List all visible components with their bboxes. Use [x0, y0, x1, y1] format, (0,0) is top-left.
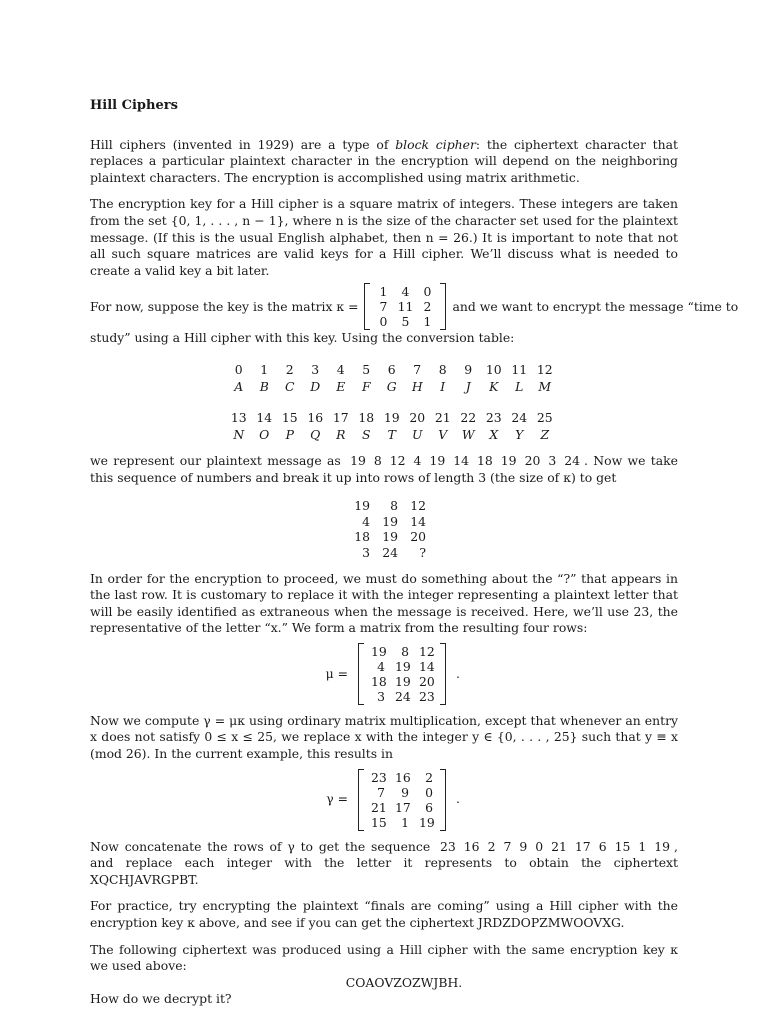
mu-matrix-cell: 12: [419, 643, 435, 659]
intro-text-cont: : the ciphertext character that replaces a particular plaintext character in the encryption will depend on the neighboring plaintext characters. The encryption is accomplished using matrix arithmetic.: [90, 136, 678, 185]
conversion-letter: Y: [515, 426, 524, 442]
sequence-number: 14: [453, 452, 469, 468]
conversion-letter: K: [489, 378, 499, 394]
key-paragraph: The encryption key for a Hill cipher is a square matrix of integers. These integers are taken from the set {0, 1, . . . , n − 1}, where n is the size of the character set used for the plaintext message. (If this is the usual English alphabet, then n = 26.) It is important to note that not all such square matrices are valid keys for a Hill cipher. We’ll discuss what is needed to create a valid key a bit later.: [90, 196, 678, 278]
gamma-matrix-cell: 19: [419, 814, 435, 830]
key-matrix-cell: 0: [379, 314, 388, 330]
sequence-number: 17: [574, 838, 591, 854]
conversion-letter: U: [412, 426, 423, 442]
conversion-number: 13: [230, 409, 247, 425]
row-block-cell: 14: [410, 513, 426, 529]
mu-matrix-cell: 19: [395, 658, 411, 674]
conversion-number: 19: [383, 409, 400, 425]
key-trail-text: and we want to encrypt the message “time to: [452, 298, 739, 314]
conversion-letter: T: [387, 426, 396, 442]
sequence-number: 2: [487, 838, 496, 854]
sequence-number: 1: [638, 838, 647, 854]
ciphertext-sequence: [436, 839, 674, 854]
key-lead-text: For now, suppose the key is the matrix κ =: [90, 298, 359, 314]
sequence-number: 6: [598, 838, 607, 854]
right-bracket: [440, 769, 446, 831]
right-bracket: [440, 283, 446, 330]
key-matrix-cell: 1: [423, 314, 432, 330]
conversion-number: 9: [464, 361, 473, 377]
gamma-matrix-cell: 15: [371, 814, 387, 830]
conversion-letter: L: [515, 378, 524, 394]
sequence-number: 18: [477, 452, 493, 468]
sequence-number: 7: [503, 838, 512, 854]
row-block-cell: 18: [354, 529, 370, 545]
conversion-letter: Q: [310, 426, 321, 442]
gamma-label: γ =: [326, 791, 348, 807]
gamma-matrix-grid: [364, 769, 440, 831]
conversion-letter: D: [310, 378, 321, 394]
plaintext-sequence-paragraph: [90, 453, 678, 486]
key-matrix: [364, 283, 446, 330]
sequence-number: 19: [654, 838, 671, 854]
conversion-letters-row-2: [226, 426, 678, 443]
intro-text: Hill ciphers (invented in 1929) are a type of: [90, 136, 396, 152]
row-block-cell: 3: [362, 544, 370, 560]
conversion-number: 10: [485, 361, 502, 377]
row-blocks: [348, 498, 678, 560]
conversion-number: 18: [358, 409, 375, 425]
decrypt-intro-paragraph: The following ciphertext was produced using a Hill cipher with the same encryption key κ we used above:: [90, 941, 678, 974]
row-block-cell: 4: [362, 513, 370, 529]
conversion-letter: A: [234, 378, 244, 394]
page-title: Hill Ciphers: [90, 98, 178, 113]
block-cipher-term: block cipher: [395, 136, 476, 152]
key-matrix-cell: 0: [423, 284, 432, 300]
concat-trail: , and replace each integer with the letter it represents to obtain the ciphertext XQCHJAVRGPBT.: [90, 838, 678, 887]
sequence-number: 19: [350, 452, 366, 468]
conversion-letter: R: [336, 426, 346, 442]
ciphertext-example: COAOVZOZWJBH.: [345, 974, 463, 990]
conversion-number: 14: [256, 409, 273, 425]
sequence-number: 20: [524, 452, 541, 468]
key-matrix-cell: 4: [401, 284, 410, 300]
padding-paragraph: In order for the encryption to proceed, we must do something about the “?” that appears in the last row. It is customary to replace it with the integer representing a plaintext letter that will be easily identified as extraneous when the message is received. Here, we’ll use 23, the representative of the letter “x.” We form a matrix from the resulting four rows:: [90, 570, 678, 636]
key-matrix-cell: 7: [379, 299, 388, 315]
conversion-letter: S: [362, 426, 371, 442]
conversion-number: 12: [536, 361, 553, 377]
gamma-matrix-cell: 17: [395, 799, 411, 815]
gamma-period: .: [456, 791, 460, 807]
conversion-number: 11: [511, 361, 528, 377]
conversion-numbers-row-2: [226, 409, 678, 426]
conversion-letters-row-1: [226, 378, 678, 395]
conversion-number: 16: [307, 409, 324, 425]
gamma-matrix-cell: 2: [425, 769, 433, 785]
row-block-cell: 19: [382, 513, 398, 529]
conversion-letter: N: [233, 426, 245, 442]
conversion-number: 25: [536, 409, 553, 425]
conversion-intro: study” using a Hill cipher with this key. Using the conversion table:: [90, 330, 515, 346]
key-matrix-cell: 2: [423, 299, 432, 315]
conversion-number: 0: [234, 361, 243, 377]
conversion-number: 20: [409, 409, 426, 425]
concat-lead: Now concatenate the rows of γ to get the sequence: [90, 838, 431, 854]
mu-matrix-cell: 8: [401, 643, 409, 659]
mu-matrix-cell: 23: [419, 688, 435, 704]
mu-matrix-cell: 20: [419, 673, 435, 689]
conversion-number: 5: [362, 361, 371, 377]
conversion-letter: O: [259, 426, 270, 442]
key-matrix-cell: 5: [401, 314, 410, 330]
conversion-number: 4: [336, 361, 345, 377]
mu-matrix-cell: 19: [395, 673, 411, 689]
right-bracket: [440, 643, 446, 705]
conversion-number: 6: [387, 361, 396, 377]
mu-matrix: [358, 643, 446, 705]
mu-matrix-cell: 19: [371, 643, 387, 659]
conversion-letter: P: [285, 426, 294, 442]
mu-matrix-cell: 18: [371, 673, 387, 689]
sequence-number: 9: [519, 838, 528, 854]
gamma-display: [90, 769, 678, 831]
mu-display: [90, 643, 678, 705]
document-page: [90, 98, 739, 1008]
mu-period: .: [456, 665, 460, 681]
gamma-matrix-cell: 7: [377, 784, 385, 800]
conversion-letter: B: [259, 378, 269, 394]
gamma-matrix-cell: 21: [371, 799, 387, 815]
conversion-number: 24: [511, 409, 528, 425]
sequence-number: 23: [440, 838, 456, 854]
conversion-number: 3: [311, 361, 320, 377]
intro-paragraph: [90, 137, 678, 187]
row-block-cell: 19: [382, 529, 398, 545]
sequence-number: 8: [373, 452, 382, 468]
sequence-number: 19: [500, 452, 517, 468]
row-block-cell: 8: [390, 498, 398, 514]
mu-matrix-cell: 24: [395, 688, 411, 704]
conversion-number: 2: [285, 361, 294, 377]
decrypt-question: How do we decrypt it?: [90, 991, 232, 1007]
gamma-matrix-cell: 6: [425, 799, 433, 815]
sequence-number: 24: [564, 452, 581, 468]
row-block-cell: 24: [382, 544, 398, 560]
conversion-letter: H: [411, 378, 423, 394]
sequence-number: 16: [463, 838, 480, 854]
row-block-cell: 19: [354, 498, 370, 514]
sequence-number: 19: [429, 452, 446, 468]
sequence-trail: . Now we take this sequence of numbers and break it up into rows of length 3 (the size of κ) to get: [90, 452, 678, 485]
row-block-cell: 20: [410, 529, 426, 545]
plaintext-sequence: [346, 453, 584, 468]
conversion-number: 1: [260, 361, 269, 377]
sequence-number: 0: [535, 838, 544, 854]
conversion-letter: M: [538, 378, 552, 394]
multiplication-paragraph: Now we compute γ = μκ using ordinary matrix multiplication, except that whenever an entry x does not satisfy 0 ≤ x ≤ 25, we replace x with the integer y ∈ {0, . . . , 25} such that y ≡ x (mod 26). In the current example, this results in: [90, 712, 678, 762]
conversion-table: [226, 361, 678, 443]
mu-matrix-cell: 4: [377, 658, 385, 674]
key-matrix-cell: 1: [379, 284, 388, 300]
key-matrix-cell: 11: [397, 299, 414, 315]
sequence-number: 12: [389, 452, 406, 468]
concatenate-paragraph: [90, 839, 678, 889]
conversion-letter: Z: [540, 426, 550, 442]
conversion-number: 23: [485, 409, 502, 425]
row-block-cell: 12: [410, 498, 426, 514]
sequence-number: 3: [548, 452, 557, 468]
key-matrix-grid: [370, 283, 440, 330]
key-matrix-line: [90, 283, 739, 330]
conversion-letter: C: [285, 378, 295, 394]
practice-paragraph: For practice, try encrypting the plaintext “finals are coming” using a Hill cipher with the encryption key κ above, and see if you can get the ciphertext JRDZDOPZMWOOVXG.: [90, 898, 678, 931]
conversion-numbers-row-1: [226, 361, 678, 378]
conversion-number: 22: [460, 409, 477, 425]
conversion-letter: I: [440, 378, 446, 394]
sequence-number: 21: [551, 838, 567, 854]
gamma-matrix-cell: 23: [371, 769, 387, 785]
conversion-number: 8: [438, 361, 447, 377]
sequence-number: 15: [614, 838, 631, 854]
conversion-number: 15: [281, 409, 298, 425]
conversion-number: 7: [413, 361, 422, 377]
conversion-letter: E: [336, 378, 346, 394]
conversion-letter: X: [489, 426, 499, 442]
gamma-matrix: [358, 769, 446, 831]
gamma-matrix-cell: 9: [401, 784, 409, 800]
conversion-letter: F: [361, 378, 371, 394]
conversion-number: 17: [332, 409, 349, 425]
conversion-letter: V: [438, 426, 448, 442]
mu-matrix-grid: [364, 643, 440, 705]
mu-label: μ =: [325, 665, 348, 681]
sequence-lead: we represent our plaintext message as: [90, 452, 341, 468]
mu-matrix-cell: 3: [377, 688, 385, 704]
gamma-matrix-cell: 1: [401, 814, 409, 830]
mu-matrix-cell: 14: [419, 658, 435, 674]
row-block-cell: ?: [419, 544, 426, 560]
conversion-number: 21: [434, 409, 451, 425]
conversion-letter: J: [465, 378, 471, 394]
sequence-number: 4: [413, 452, 422, 468]
gamma-matrix-cell: 0: [425, 784, 433, 800]
conversion-letter: W: [461, 426, 475, 442]
gamma-matrix-cell: 16: [395, 769, 411, 785]
conversion-letter: G: [386, 378, 397, 394]
